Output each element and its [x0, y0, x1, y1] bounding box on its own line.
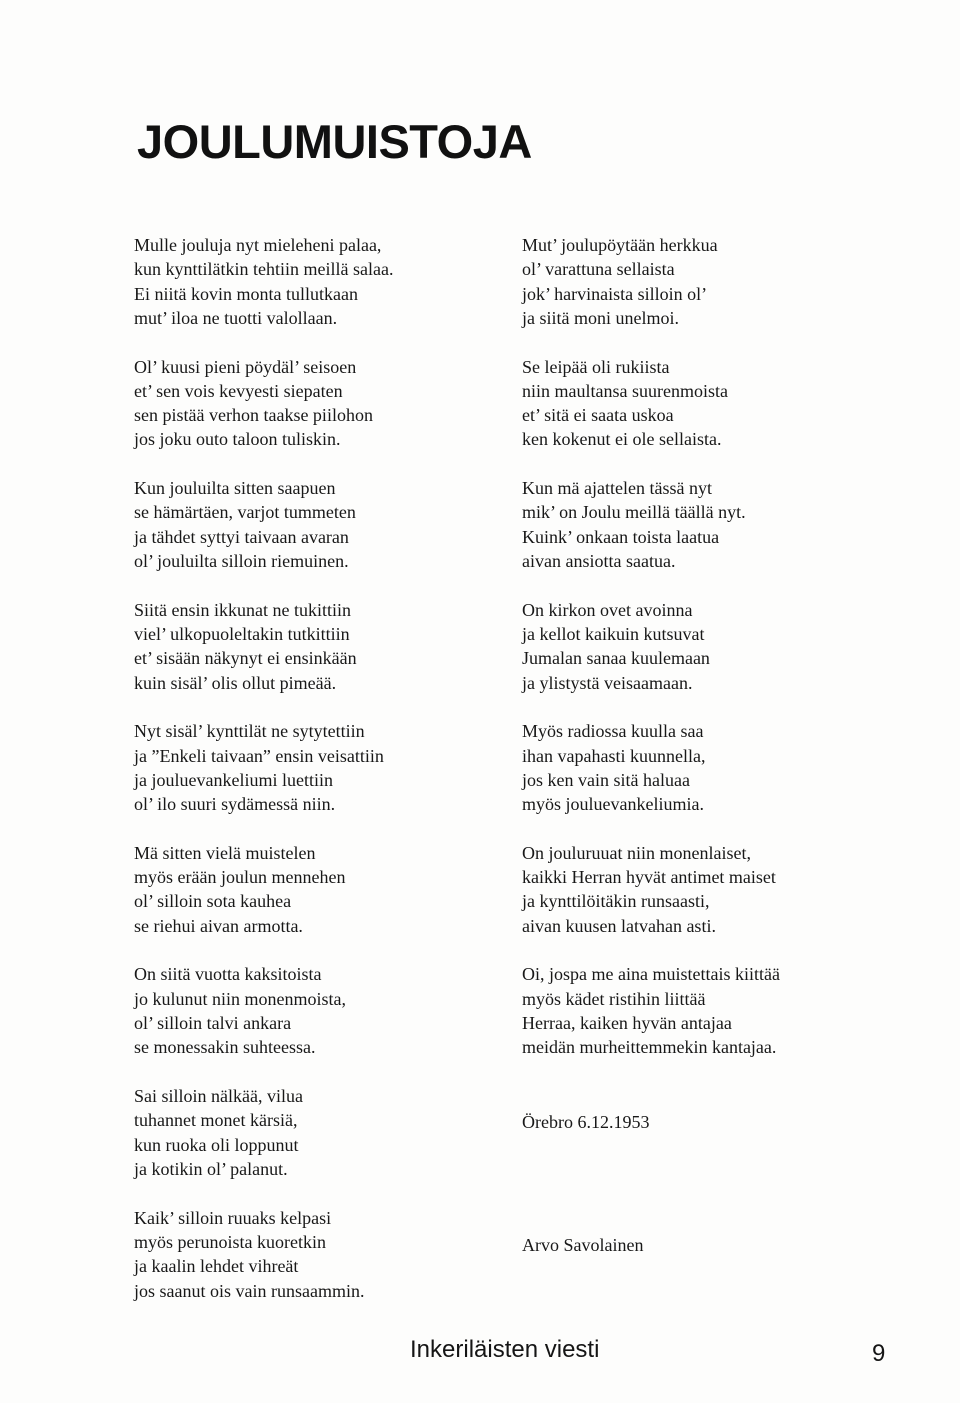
verse-line: ol’ varattuna sellaista [522, 259, 675, 280]
verse-line: myös kädet ristihin liittää [522, 988, 706, 1009]
stanza [134, 355, 504, 452]
publication-name: Inkeriläisten viesti [410, 1336, 600, 1363]
verse-line: Se leipää oli rukiista [522, 356, 670, 377]
verse-line: Myös radiossa kuulla saa [522, 721, 704, 742]
verse-line: kuin sisäl’ olis ollut pimeää. [134, 672, 337, 693]
verse-line: jo kulunut niin monenmoista, [134, 988, 346, 1009]
verse-line: Herraa, kaiken hyvän antajaa [522, 1013, 732, 1034]
verse-line: ja kellot kaikuin kutsuvat [522, 624, 705, 645]
place-date: Örebro 6.12.1953 [522, 1112, 650, 1132]
verse-line: aivan kuusen latvahan asti. [522, 915, 716, 936]
verse-line: Siitä ensin ikkunat ne tukittiin [134, 599, 351, 620]
verse-line: Sai silloin nälkää, vilua [134, 1086, 303, 1107]
stanza [522, 719, 922, 816]
verse-line: kun kynttilätkin tehtiin meillä salaa. [134, 259, 394, 280]
verse-line: ja ”Enkeli taivaan” ensin veisattiin [134, 745, 384, 766]
verse-line: mik’ on Joulu meillä täällä nyt. [522, 502, 746, 523]
verse-line: ja kynttilöitäkin runsaasti, [522, 891, 710, 912]
verse-line: Kun jouluilta sitten saapuen [134, 478, 336, 499]
verse-line: On kirkon ovet avoinna [522, 599, 693, 620]
verse-line: myös jouluevankeliumia. [522, 794, 704, 815]
right-column [522, 233, 922, 1084]
verse-line: Kun mä ajattelen tässä nyt [522, 478, 712, 499]
verse-line: ol’ silloin sota kauhea [134, 891, 292, 912]
verse-line: sen pistää verhon taakse piilohon [134, 405, 373, 426]
verse-line: Mulle jouluja nyt mieleheni palaa, [134, 235, 382, 255]
verse-line: jos ken vain sitä haluaa [522, 769, 690, 790]
verse-line: ja jouluevankeliumi luettiin [134, 769, 333, 790]
stanza [134, 476, 504, 573]
verse-line: mut’ iloa ne tuotti valollaan. [134, 307, 338, 328]
verse-line: Kaik’ silloin ruuaks kelpasi [134, 1207, 332, 1228]
verse-line: On jouluruuat niin monenlaiset, [522, 842, 751, 863]
page-number: 9 [872, 1340, 886, 1367]
verse-line: Oi, jospa me aina muistettais kiittää [522, 964, 780, 985]
verse-line: tuhannet monet kärsiä, [134, 1110, 298, 1131]
verse-line: jok’ harvinaista silloin ol’ [522, 283, 708, 304]
verse-line: ja tähdet syttyi taivaan avaran [134, 526, 349, 547]
verse-line: On siitä vuotta kaksitoista [134, 964, 322, 985]
verse-line: Mut’ joulupöytään herkkua [522, 235, 718, 255]
verse-line: se hämärtäen, varjot tummeten [134, 502, 356, 523]
verse-line: et’ sisään näkynyt ei ensinkään [134, 648, 357, 669]
verse-line: ol’ ilo suuri sydämessä niin. [134, 794, 336, 815]
verse-line: myös erään joulun mennehen [134, 867, 346, 888]
stanza [522, 962, 922, 1059]
verse-line: ol’ silloin talvi ankara [134, 1013, 292, 1034]
stanza [134, 841, 504, 938]
verse-line: Ei niitä kovin monta tullutkaan [134, 283, 358, 304]
verse-line: Kuink’ onkaan toista laatua [522, 526, 720, 547]
verse-line: ja kotikin ol’ palanut. [134, 1158, 288, 1179]
verse-line: ja siitä moni unelmoi. [522, 307, 679, 328]
verse-line: myös perunoista kuoretkin [134, 1231, 326, 1252]
verse-line: viel’ ulkopuoleltakin tutkittiin [134, 624, 350, 645]
verse-line: jos saanut ois vain runsaammin. [134, 1280, 365, 1301]
verse-line: Ol’ kuusi pieni pöydäl’ seisoen [134, 356, 357, 377]
left-column [134, 233, 504, 1327]
verse-line: Nyt sisäl’ kynttilät ne sytytettiin [134, 721, 365, 742]
verse-line: Jumalan sanaa kuulemaan [522, 648, 710, 669]
verse-line: Mä sitten vielä muistelen [134, 842, 316, 863]
poem-title: JOULUMUISTOJA [137, 115, 532, 168]
verse-line: ihan vapahasti kuunnella, [522, 745, 706, 766]
stanza [522, 233, 922, 330]
stanza [522, 476, 922, 573]
stanza [134, 719, 504, 816]
verse-line: ja ylistystä veisaamaan. [522, 672, 693, 693]
stanza [522, 355, 922, 452]
stanza [134, 1084, 504, 1181]
verse-line: kaikki Herran hyvät antimet maiset [522, 867, 776, 888]
stanza [522, 598, 922, 695]
verse-line: ken kokenut ei ole sellaista. [522, 429, 722, 450]
verse-line: et’ sen vois kevyesti siepaten [134, 380, 343, 401]
verse-line: se riehui aivan armotta. [134, 915, 303, 936]
verse-line: et’ sitä ei saata uskoa [522, 405, 674, 426]
author-name: Arvo Savolainen [522, 1235, 644, 1255]
stanza [134, 233, 504, 330]
stanza [134, 1206, 504, 1303]
verse-line: jos joku outo taloon tuliskin. [134, 429, 341, 450]
stanza [134, 962, 504, 1059]
verse-line: niin maultansa suurenmoista [522, 380, 728, 401]
verse-line: ol’ jouluilta silloin riemuinen. [134, 551, 349, 572]
verse-line: aivan ansiotta saatua. [522, 551, 676, 572]
stanza [134, 598, 504, 695]
verse-line: ja kaalin lehdet vihreät [134, 1256, 299, 1277]
stanza [522, 841, 922, 938]
verse-line: meidän murheittemmekin kantajaa. [522, 1037, 777, 1058]
verse-line: se monessakin suhteessa. [134, 1037, 316, 1058]
verse-line: kun ruoka oli loppunut [134, 1134, 299, 1155]
